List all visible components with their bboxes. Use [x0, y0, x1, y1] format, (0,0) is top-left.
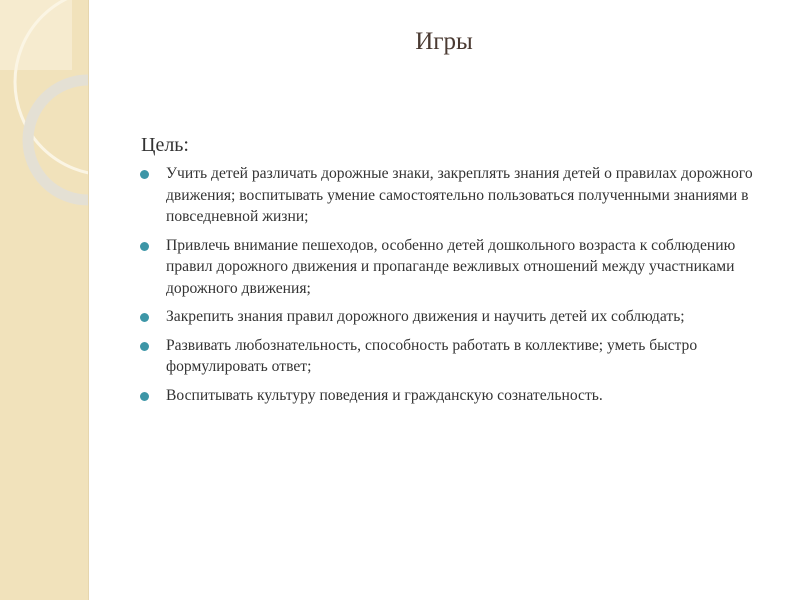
decorative-circles-icon	[0, 0, 88, 600]
slide-title: Игры	[415, 28, 473, 55]
list-item-text: Закрепить знания правил дорожного движения и научить детей их соблюдать;	[166, 308, 685, 325]
bullet-icon	[140, 342, 149, 351]
bullet-icon	[140, 242, 149, 251]
list-item	[140, 335, 760, 378]
goal-heading: Цель:	[141, 134, 189, 156]
list-item-text: Привлечь внимание пешеходов, особенно детей дошкольного возраста к соблюдению правил дорожного движения и пропаганде вежливых отношений между участниками дорожного движения;	[166, 236, 736, 297]
list-item-text: Учить детей различать дорожные знаки, закреплять знания детей о правилах дорожного движения; воспитывать умение самостоятельно пользоваться полученными знаниями в повседневной жизни;	[166, 165, 753, 225]
decorative-side-panel	[0, 0, 89, 600]
list-item	[140, 306, 760, 328]
goal-list	[140, 163, 760, 413]
list-item-text: Воспитывать культуру поведения и гражданскую сознательность.	[166, 386, 603, 404]
list-item	[140, 163, 760, 228]
list-item-text: Развивать любознательность, способность работать в коллективе; уметь быстро формулировать ответ;	[166, 336, 698, 375]
list-item	[140, 385, 760, 407]
bullet-icon	[140, 313, 149, 322]
bullet-icon	[140, 170, 149, 179]
list-item	[140, 235, 760, 300]
bullet-icon	[140, 392, 149, 401]
